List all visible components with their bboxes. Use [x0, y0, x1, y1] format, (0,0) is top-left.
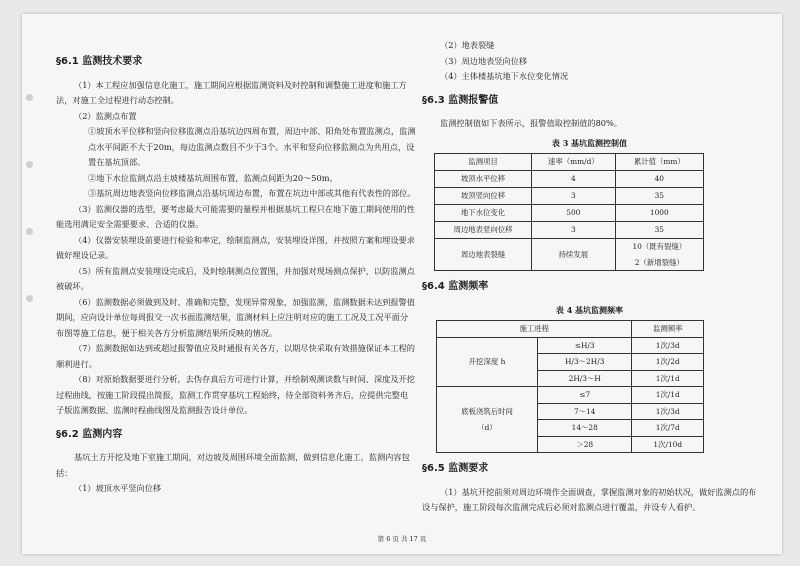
table-cell: 3: [532, 222, 616, 239]
binding-hole: [26, 228, 33, 235]
table-header-cell: 速率（mm/d）: [532, 154, 616, 171]
table-header-cell: 累计值（mm）: [615, 154, 703, 171]
paragraph: （3）监测仪器的选型，要考虑最大可能需要的量程并根据基坑工程只在地下施工期间使用的性能选用满足安全需要要求、合适的仪器。: [56, 203, 415, 229]
binding-hole: [26, 295, 33, 302]
table-header-cell: 施工进程: [437, 321, 632, 338]
table-cell: H/3～2H/3: [538, 354, 632, 371]
table-cell: [437, 387, 538, 453]
table-cell: 35: [615, 222, 703, 239]
paragraph: （1）本工程应加强信息化施工，施工期间应根据监测资料及时控制和调整施工进度和施工方法，对施工全过程进行动态控制。: [56, 79, 407, 105]
paragraph: ③基坑周边地表竖向位移监测点沿基坑周边布置，布置在坑边中部或其他有代表性的部位。: [88, 188, 416, 198]
paragraph: （1）基坑开挖前须对周边环境作全面调查，掌握监测对象的初始状况，做好监测点的布设与保护，施工阶段每次监测完成后必须对监测点进行覆盖，并设专人看护。: [422, 486, 757, 512]
table-row: [435, 222, 704, 239]
binding-hole: [26, 94, 33, 101]
table-cell: 1次/3d: [632, 403, 704, 420]
table-cell: ≤H/3: [538, 337, 632, 354]
table-cell: [615, 239, 703, 271]
binding-holes: [26, 94, 33, 362]
table-cell: 2H/3～H: [538, 370, 632, 387]
table-cell: 坡顶竖向位移: [435, 188, 532, 205]
table-cell: 1次/3d: [632, 337, 704, 354]
table-header-cell: 监测频率: [632, 321, 704, 338]
table-cell: 周边地表竖向位移: [435, 222, 532, 239]
right-column: [422, 38, 757, 516]
table-cell: 14～28: [538, 420, 632, 437]
table-cell: 500: [532, 205, 616, 222]
paragraph: ①坡顶水平位移和竖向位移监测点沿基坑边四周布置，周边中部、阳角处布置监测点，监测点水平间距不大于20m，每边监测点数目不少于3个。水平和竖向位移监测点为共用点，设置在基坑顶部。: [88, 126, 416, 167]
paragraph: 基坑土方开挖及地下室施工期间，对边坡及周围环境全面监测，做到信息化施工，监测内容包括：: [56, 452, 410, 478]
table-cell: 坡顶水平位移: [435, 171, 532, 188]
list-item: （4）主体楼基坑地下水位变化情况: [440, 71, 569, 81]
table-cell: 1000: [615, 205, 703, 222]
paragraph: （4）仪器安装埋设前要进行检验和率定，绘制监测点，安装埋设详图，并按照方案和埋设要求做好埋设记录。: [56, 234, 415, 260]
paragraph: （6）监测数据必须做到及时、准确和完整，发现异常现象，加强监测，监测数据未达到报警值期间，应向设计单位每周报交一次书面监测结果，监测材料上应注明对应的施工工况及工况平面分布图等施工信息，便于相关各方分析监测结果所反映的情况。: [56, 296, 415, 338]
binding-hole: [26, 161, 33, 168]
section-6-2-title: §6.2 监测内容: [56, 428, 123, 440]
list-item: （3）周边地表竖向位移: [440, 55, 528, 66]
table-cell: ≤7: [538, 387, 632, 404]
table-cell: 35: [615, 188, 703, 205]
table-row: [437, 387, 704, 404]
paragraph: （7）监测数据如达到或超过报警值应及时通报有关各方，以期尽快采取有效措施保证本工程的顺利进行。: [56, 343, 415, 369]
table-cell: 地下水位变化: [435, 205, 532, 222]
table-cell: 1次/7d: [632, 420, 704, 437]
table-cell: 3: [532, 188, 616, 205]
table-row: [435, 188, 704, 205]
table-cell: 4: [532, 171, 616, 188]
table-cell: 周边地表裂缝: [435, 239, 532, 271]
paragraph: 监测控制值如下表所示，报警值取控制值的80%。: [440, 118, 622, 128]
table-cell: 40: [615, 171, 703, 188]
table-cell-line: 2（新增裂缝）: [634, 257, 684, 267]
table-cell: 7～14: [538, 403, 632, 420]
document-page: [22, 14, 782, 554]
table-row: [435, 239, 704, 271]
table-cell: 1次/1d: [632, 370, 704, 387]
section-6-5-title: §6.5 监测要求: [422, 463, 489, 474]
section-6-3-title: §6.3 监测报警值: [422, 94, 499, 106]
paragraph: （8）对原始数据要进行分析，去伪存真后方可进行计算，并绘制观测读数与时间、深度及开挖过程曲线，按施工阶段提出简报，监测工作贯穿基坑工程始终，待全部资料务齐后，应提供完整电子版监测数据、监测时程曲线图及监测报告设计单位。: [56, 374, 415, 415]
section-6-4-title: §6.4 监测频率: [422, 281, 489, 292]
list-item: （1）坡顶水平竖向位移: [74, 483, 162, 493]
table-cell-line: （d）: [477, 422, 497, 432]
left-column: [56, 46, 416, 497]
page-footer: 第 6 页 共 17 页: [377, 535, 427, 543]
table-cell: 1次/10d: [632, 436, 704, 453]
table-cell: 1次/1d: [632, 387, 704, 404]
paragraph: （5）所有监测点安装埋设完成后，及时绘制测点位置图，并加强对现场测点保护，以防监测点被破坏。: [56, 265, 415, 291]
table-cell: ＞28: [538, 436, 632, 453]
table-header-row: [437, 321, 704, 338]
table-cell: 1次/2d: [632, 354, 704, 371]
table-cell: 持续发展: [532, 239, 616, 271]
table-cell-line: 底板浇筑后时间: [461, 407, 513, 416]
table-header-row: [435, 154, 704, 171]
section-6-1-title: §6.1 监测技术要求: [56, 56, 143, 67]
list-item: （2）地表裂缝: [440, 40, 495, 50]
paragraph: （2）监测点布置: [74, 110, 137, 121]
control-value-table: [434, 153, 704, 271]
paragraph: ②地下水位监测点沿主坡楼基坑周围布置，监测点间距为20～50m。: [88, 172, 338, 183]
table-header-cell: 监测项目: [435, 154, 532, 171]
table-3-caption: 表 3 基坑监测控制值: [551, 137, 628, 148]
table-cell: 开挖深度 h: [437, 337, 538, 387]
table-4-caption: 表 4 基坑监测频率: [555, 304, 624, 315]
frequency-table: [436, 320, 704, 453]
table-row: [435, 205, 704, 222]
table-row: [437, 337, 704, 354]
table-cell-line: 10（既有裂缝）: [632, 242, 687, 251]
table-row: [435, 171, 704, 188]
